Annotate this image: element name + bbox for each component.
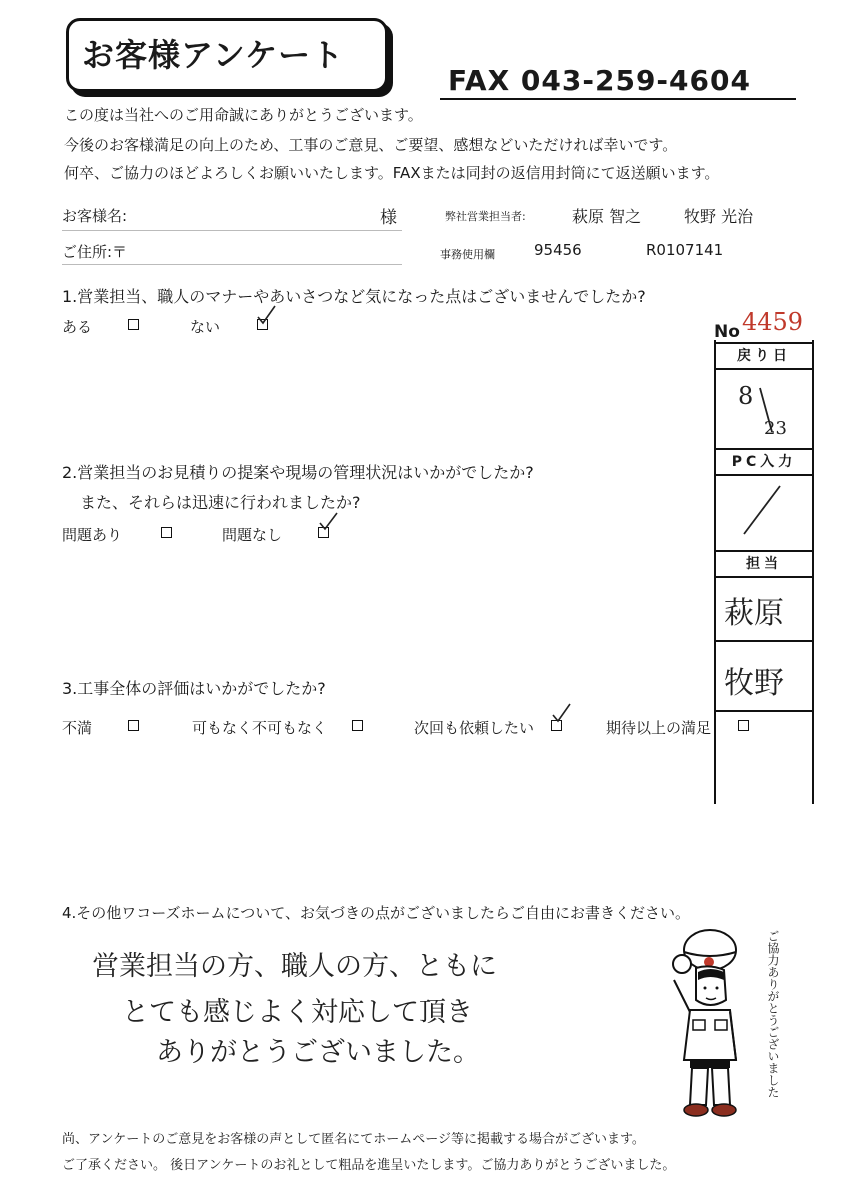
q1-check-mark-icon (255, 304, 277, 326)
q3-option-2-label: 可もなく不可もなく (192, 719, 328, 737)
staff-divider (716, 640, 812, 642)
staff-header: 担当 (716, 550, 812, 578)
q2-question-line-2: また、それらは迅速に行われましたか? (80, 493, 361, 512)
staff-name-2: 牧野 (724, 666, 784, 701)
q3-question: 3.工事全体の評価はいかがでしたか? (62, 679, 326, 698)
page-title: お客様アンケート (82, 36, 345, 74)
q1-option-1-label: ある (62, 318, 93, 336)
q3-checkbox-2[interactable] (352, 720, 363, 731)
q3-option-3-label: 次回も依頼したい (414, 719, 535, 737)
rep-name-2: 牧野 光治 (684, 207, 754, 226)
office-code-2: R0107141 (646, 241, 724, 259)
footer-line-1: 尚、アンケートのご意見をお客様の声として匿名にてホームページ等に掲載する場合がございます。 (62, 1132, 645, 1147)
intro-line-2: 今後のお客様満足の向上のため、工事のご意見、ご要望、感想などいただければ幸いです。 (64, 136, 678, 154)
q1-option-2-label: ない (190, 318, 221, 336)
staff-bottom-divider (716, 710, 812, 712)
pc-input-slash-icon (730, 480, 796, 540)
q4-answer-line-2: とても感じよく対応して頂き (122, 997, 473, 1028)
panel-no-label: No (714, 322, 740, 342)
q2-checkbox-1[interactable] (161, 527, 172, 538)
address-field-line (62, 264, 402, 265)
footer-line-2: ご了承ください。 後日アンケートのお礼として粗品を進呈いたします。ご協力ありがとうございました。 (62, 1158, 676, 1173)
return-day: 23 (764, 418, 787, 439)
office-panel (714, 340, 814, 804)
q4-answer-line-1: 営業担当の方、職人の方、ともに (92, 951, 497, 982)
address-label: ご住所:〒 (62, 243, 128, 261)
q4-answer-line-3: ありがとうございました。 (156, 1037, 480, 1068)
name-field-line (62, 230, 402, 231)
staff-name-1: 萩原 (724, 596, 784, 631)
q3-option-4-label: 期待以上の満足 (606, 719, 712, 737)
q1-checkbox-1[interactable] (128, 319, 139, 330)
q2-question: 2.営業担当のお見積りの提案や現場の管理状況はいかがでしたか? (62, 463, 534, 482)
q3-option-1-label: 不満 (62, 719, 93, 737)
return-month: 8 (738, 382, 754, 410)
q2-option-2-label: 問題なし (222, 526, 283, 544)
intro-line-1: この度は当社へのご用命誠にありがとうございます。 (64, 106, 423, 124)
q3-checkbox-1[interactable] (128, 720, 139, 731)
q1-question: 1.営業担当、職人のマナーやあいさつなど気になった点はございませんでしたか? (62, 287, 646, 306)
thanks-vertical-text: ご協力ありがとうございました (766, 930, 780, 1098)
fax-underline (440, 98, 796, 100)
customer-name-label: お客様名: (62, 207, 128, 225)
intro-line-3: 何卒、ご協力のほどよろしくお願いいたします。FAXまたは同封の返信用封筒にて返送願います。 (64, 164, 720, 182)
sama-label: 様 (380, 208, 397, 228)
q2-option-1-label: 問題あり (62, 526, 123, 544)
pc-input-header: PC入力 (716, 448, 812, 476)
worker-illustration-icon (660, 920, 760, 1120)
office-code-1: 95456 (534, 241, 582, 259)
panel-no-value: 4459 (742, 308, 804, 336)
q3-check-mark-icon (550, 702, 572, 724)
fax-number: FAX 043-259-4604 (448, 64, 751, 97)
q4-question: 4.その他ワコーズホームについて、お気づきの点がございましたらご自由にお書きください。 (62, 904, 690, 922)
return-date-header: 戻り日 (716, 342, 812, 370)
rep-label: 弊社営業担当者: (445, 210, 526, 223)
rep-name-1: 萩原 智之 (572, 207, 642, 226)
q2-check-mark-icon (317, 510, 339, 532)
office-use-label: 事務使用欄 (440, 248, 495, 261)
